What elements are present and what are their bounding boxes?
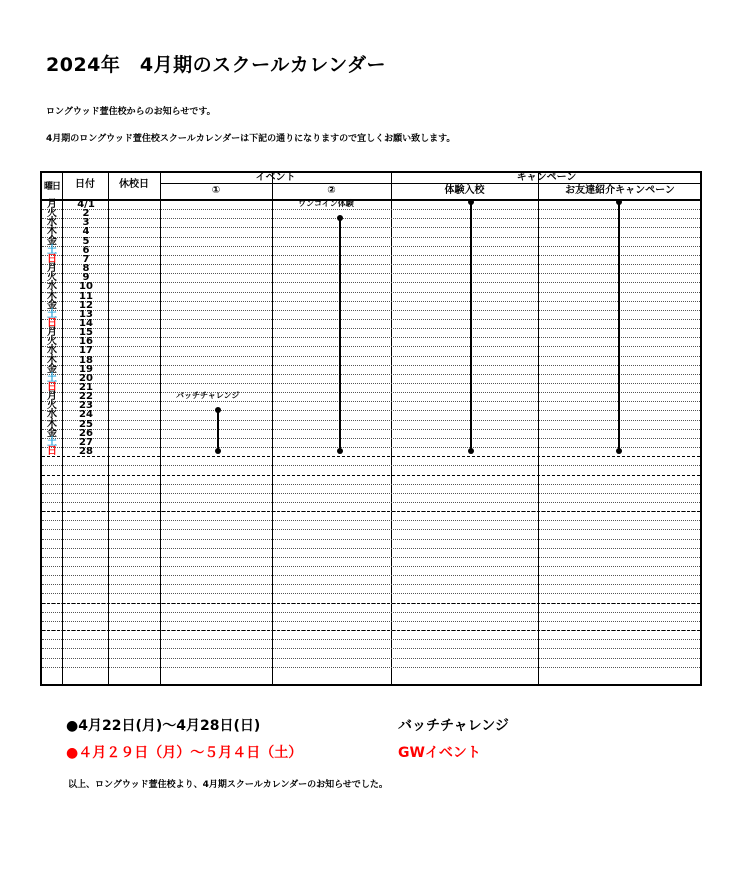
row-divider (42, 264, 700, 265)
row-divider (42, 557, 700, 558)
weekday-cell: 木 (47, 290, 57, 302)
row-divider (42, 218, 700, 219)
weekday-cell: 火 (47, 272, 57, 284)
weekday-cell: 日 (47, 253, 57, 265)
row-divider (42, 438, 700, 439)
weekday-cell: 木 (47, 354, 57, 366)
weekday-cell: 日 (47, 382, 57, 393)
weekday-cell: 月 (47, 199, 57, 210)
section-divider (42, 511, 700, 512)
date-cell: 26 (79, 427, 93, 439)
weekday-cell: 水 (47, 281, 57, 293)
row-divider (42, 575, 700, 576)
weekday-cell: 月 (47, 327, 57, 339)
weekday-cell: 土 (47, 436, 57, 448)
row-divider (42, 209, 700, 210)
row-divider (42, 301, 700, 302)
row-divider (42, 292, 700, 293)
event-end-dot (337, 448, 343, 454)
row-divider (42, 429, 700, 430)
header-event-1: ① (211, 185, 221, 196)
event-period-bar (217, 410, 219, 451)
event-end-dot (616, 448, 622, 454)
header-campaign: キャンペーン (516, 172, 577, 183)
date-cell: 9 (82, 272, 90, 284)
header-event-2: ② (327, 185, 336, 196)
header-campaign-trial: 体験入校 (444, 185, 485, 196)
date-cell: 5 (82, 235, 90, 247)
row-divider (42, 374, 700, 375)
section-divider (42, 630, 700, 631)
date-cell: 4/1 (77, 199, 95, 210)
header-campaign-friend: お友達紹介キャンペーン (565, 185, 675, 196)
notice-2-date: ●４月２９日（月）～５月４日（土） (66, 745, 303, 761)
intro-line-2: 4月期のロングウッド萱住校スクールカレンダーは下記の通りになりますので宜しくお願い致します。 (46, 134, 456, 144)
weekday-cell: 土 (47, 372, 57, 384)
notice-1-date: ●4月22日(月)～4月28日(日) (66, 718, 261, 734)
date-cell: 11 (79, 290, 93, 302)
weekday-cell: 土 (47, 308, 57, 320)
weekday-cell: 火 (47, 336, 57, 348)
date-cell: 17 (79, 345, 93, 357)
event-period-bar (470, 202, 472, 451)
weekday-cell: 木 (47, 226, 57, 238)
row-divider (42, 392, 700, 393)
row-divider (42, 612, 700, 613)
page-title: 2024年 4月期のスクールカレンダー (46, 54, 386, 76)
row-divider (42, 401, 700, 402)
row-divider (42, 365, 700, 366)
section-divider (42, 475, 700, 476)
row-divider (42, 246, 700, 247)
date-cell: 13 (79, 308, 93, 320)
event-label: ワンコイン体験 (298, 199, 354, 208)
date-cell: 27 (79, 436, 93, 448)
date-cell: 18 (79, 354, 93, 366)
intro-line-1: ロングウッド萱住校からのお知らせです。 (46, 107, 216, 117)
row-divider (42, 282, 700, 283)
event-label: バッチチャレンジ (176, 391, 240, 401)
date-cell: 12 (79, 299, 93, 311)
weekday-cell: 水 (47, 409, 57, 421)
date-cell: 10 (79, 281, 93, 293)
date-cell: 16 (79, 336, 93, 348)
date-cell: 25 (79, 418, 93, 430)
weekday-cell: 金 (47, 299, 57, 311)
row-divider (42, 539, 700, 540)
row-divider (42, 584, 700, 585)
weekday-cell: 月 (47, 391, 57, 403)
section-divider (42, 456, 700, 457)
school-calendar-table (40, 171, 702, 686)
row-divider (42, 337, 700, 338)
header-closed-day: 休校日 (119, 179, 149, 190)
row-divider (42, 237, 700, 238)
row-divider (42, 566, 700, 567)
row-divider (42, 410, 700, 411)
row-divider (42, 383, 700, 384)
date-cell: 24 (79, 409, 93, 421)
weekday-cell: 木 (47, 418, 57, 430)
weekday-cell: 土 (47, 244, 57, 256)
date-cell: 20 (79, 372, 93, 384)
row-divider (42, 658, 700, 659)
weekday-cell: 金 (47, 235, 57, 247)
row-divider (42, 356, 700, 357)
weekday-cell: 金 (47, 363, 57, 375)
weekday-cell: 水 (47, 345, 57, 357)
date-cell: 28 (79, 446, 93, 458)
row-divider (42, 346, 700, 347)
header-bottom-border (42, 199, 700, 201)
row-divider (42, 465, 700, 466)
row-divider (42, 420, 700, 421)
row-divider (42, 548, 700, 549)
header-weekday: 曜日 (43, 182, 60, 192)
notice-1-name: バッチチャレンジ (398, 718, 509, 734)
weekday-cell: 火 (47, 400, 57, 412)
row-divider (42, 593, 700, 594)
row-divider (42, 493, 700, 494)
row-divider (42, 227, 700, 228)
event-end-dot (215, 448, 221, 454)
date-cell: 21 (79, 382, 93, 393)
row-divider (42, 447, 700, 448)
row-divider (42, 648, 700, 649)
weekday-cell: 金 (47, 427, 57, 439)
date-cell: 22 (79, 391, 93, 403)
row-divider (42, 328, 700, 329)
weekday-cell: 日 (47, 446, 57, 458)
event-period-bar (339, 218, 341, 451)
header-event: イベント (255, 172, 296, 183)
date-cell: 3 (82, 217, 90, 229)
row-divider (42, 639, 700, 640)
header-date: 日付 (75, 179, 95, 190)
weekday-cell: 水 (47, 217, 57, 229)
row-divider (42, 667, 700, 668)
date-cell: 6 (82, 244, 90, 256)
row-divider (42, 484, 700, 485)
date-cell: 8 (82, 263, 90, 275)
event-end-dot (468, 448, 474, 454)
event-period-bar (618, 202, 620, 451)
notice-2-name: GWイベント (398, 745, 481, 761)
date-cell: 23 (79, 400, 93, 412)
row-divider (42, 520, 700, 521)
row-divider (42, 310, 700, 311)
section-divider (42, 603, 700, 604)
date-cell: 7 (82, 253, 90, 265)
weekday-cell: 日 (47, 317, 57, 329)
row-divider (42, 529, 700, 530)
date-cell: 19 (79, 363, 93, 375)
row-divider (42, 502, 700, 503)
date-cell: 14 (79, 317, 93, 329)
date-cell: 2 (82, 208, 90, 220)
date-cell: 15 (79, 327, 93, 339)
row-divider (42, 255, 700, 256)
date-cell: 4 (82, 226, 90, 238)
weekday-cell: 月 (47, 263, 57, 275)
row-divider (42, 621, 700, 622)
closing-message: 以上、ロングウッド萱住校より、4月期スクールカレンダーのお知らせでした。 (68, 780, 388, 790)
weekday-cell: 火 (47, 208, 57, 220)
row-divider (42, 319, 700, 320)
row-divider (42, 273, 700, 274)
